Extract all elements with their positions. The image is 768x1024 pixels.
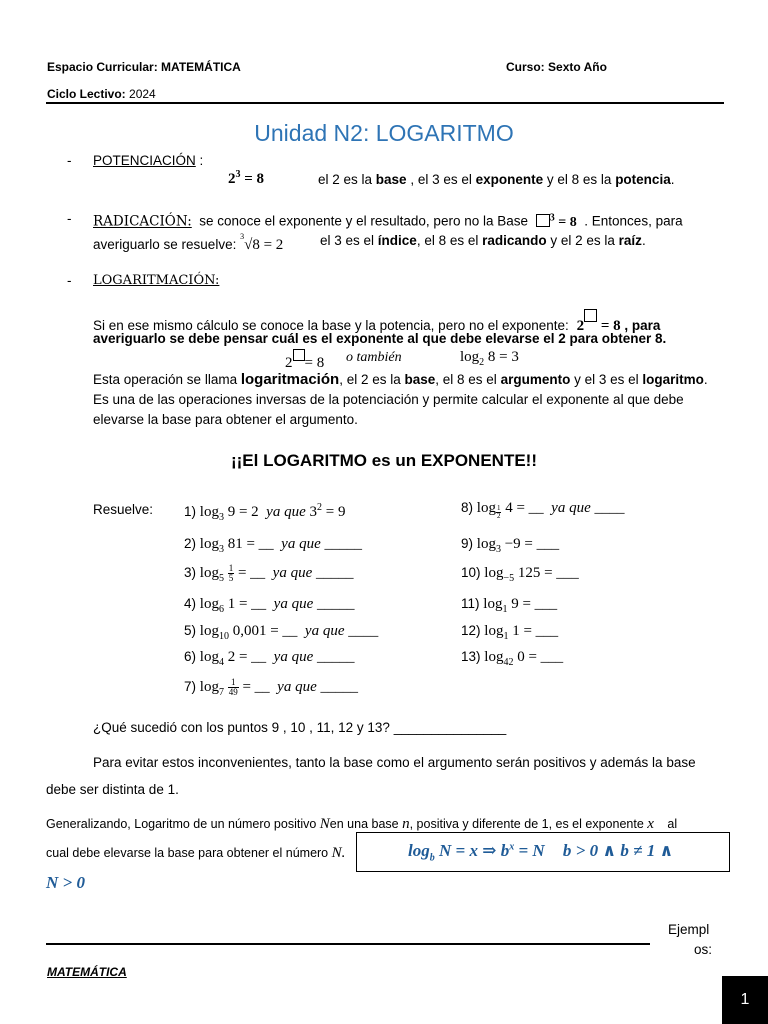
bullet-dash: - xyxy=(67,273,72,288)
general-line2: cual debe elevarse la base para obtener el número N. xyxy=(46,845,346,861)
logaritmacion-eq-mid: o también xyxy=(346,350,402,365)
potenciacion-text: el 2 es la base , el 3 es el exponente y el 8 es la potencia. xyxy=(318,172,675,187)
logaritmacion-p2: averiguarlo se debe pensar cuál es el exponente al que debe elevarse el 2 para obtener 8. xyxy=(93,331,667,346)
subject-line: Espacio Curricular: MATEMÁTICA xyxy=(47,60,241,74)
exercise-10: 10) $\log_{-5} 125$ = ___ xyxy=(461,565,579,584)
page-number: 1 xyxy=(722,976,768,1024)
general-line1: Generalizando, Logaritmo de un número positivo Nen una base n, positiva y diferente de 1, es el exponente x al xyxy=(46,816,678,832)
logaritmacion-p3: Esta operación se llama logaritmación, el 2 es la base, el 8 es el argumento y el 3 es el logaritmo. xyxy=(93,371,708,388)
exercise-9: 9) $\log_3 -9$ = ___ xyxy=(461,536,560,555)
potenciacion-formula: $2^3 = 8$ xyxy=(228,169,265,187)
logaritmacion-p1: Si en ese mismo cálculo se conoce la base y la potencia, pero no el exponente: 2 = 8 , para xyxy=(93,309,721,336)
exercise-4: 4) $\log_6 1$ = __ ya que _____ xyxy=(184,596,355,615)
exercise-12: 12) $\log_1 1$ = ___ xyxy=(461,623,559,642)
exercise-2: 2) $\log_3 81$ = __ ya que _____ xyxy=(184,536,362,555)
exercise-6: 6) $\log_4 2$ = __ ya que _____ xyxy=(184,649,355,668)
examples-label-1: Ejempl xyxy=(668,922,710,937)
radicacion-line2: averiguarlo se resuelve: $^3$√8 = 2 xyxy=(93,232,284,253)
exercises-label: Resuelve: xyxy=(93,502,154,517)
logaritmacion-p4: Es una de las operaciones inversas de la potenciación y permite calcular el exponente al que debe xyxy=(93,392,684,407)
exercise-11: 11) $\log_1 9$ = ___ xyxy=(461,596,558,615)
logaritmacion-eq-right: $\log_2 8 = 3$ xyxy=(460,349,519,368)
course-line: Curso: Sexto Año xyxy=(506,60,607,74)
exercise-3: 3) $\log_5$ $\frac{1}{5}$ = __ ya que _____ xyxy=(184,563,354,584)
footer-divider xyxy=(46,943,650,945)
exercise-1: 1) $\log_3 9 = 2$ ya que $3^2 = 9$ xyxy=(184,502,346,523)
log-definition-tail: N > 0 xyxy=(46,873,85,892)
exercise-13: 13) $\log_{42} 0$ = ___ xyxy=(461,649,564,668)
unknown-box xyxy=(536,214,550,227)
exercise-7: 7) $\log_7$ $\frac{1}{49}$ = __ ya que _____ xyxy=(184,677,358,698)
slogan: ¡¡El LOGARITMO es un EXPONENTE!! xyxy=(230,451,537,470)
cycle-line: Ciclo Lectivo: 2024 xyxy=(47,87,156,101)
radicacion-text: el 3 es el índice, el 8 es el radicando y el 2 es la raíz. xyxy=(320,233,646,248)
logaritmacion-eq-left: 2 = 8 xyxy=(285,349,324,372)
radicacion-line1: RADICACIÓN: se conoce el exponente y el resultado, pero no la Base $^3$ = 8 . Entonces, para xyxy=(93,212,683,230)
logaritmacion-heading: LOGARITMACIÓN: xyxy=(93,273,220,288)
header-divider xyxy=(46,102,724,104)
bullet-dash: - xyxy=(67,153,72,168)
bullet-dash: - xyxy=(67,211,72,226)
potenciacion-heading: POTENCIACIÓN : xyxy=(93,153,204,168)
examples-label-2: os: xyxy=(694,942,713,957)
exercise-5: 5) $\log_{10} 0,001$ = __ ya que ____ xyxy=(184,623,379,642)
avoid-line2: debe ser distinta de 1. xyxy=(46,782,179,797)
avoid-line1: Para evitar estos inconvenientes, tanto la base como el argumento serán positivos y además la base xyxy=(93,755,696,770)
exercise-8: 8) log $\frac{1}{2}$ 4 = __ ya que ____ xyxy=(461,500,625,520)
question-line: ¿Qué sucedió con los puntos 9 , 10 , 11, 12 y 13? _______________ xyxy=(93,720,507,735)
page-title: Unidad N2: LOGARITMO xyxy=(254,120,514,146)
footer-subject: MATEMÁTICA xyxy=(47,965,127,979)
log-definition-formula: $\log_b N = x$ ⇒ $b^x = N$ b > 0 ∧ b ≠ 1 ∧ xyxy=(408,841,674,864)
logaritmacion-p5: elevarse la base para obtener el argumento. xyxy=(93,412,358,427)
